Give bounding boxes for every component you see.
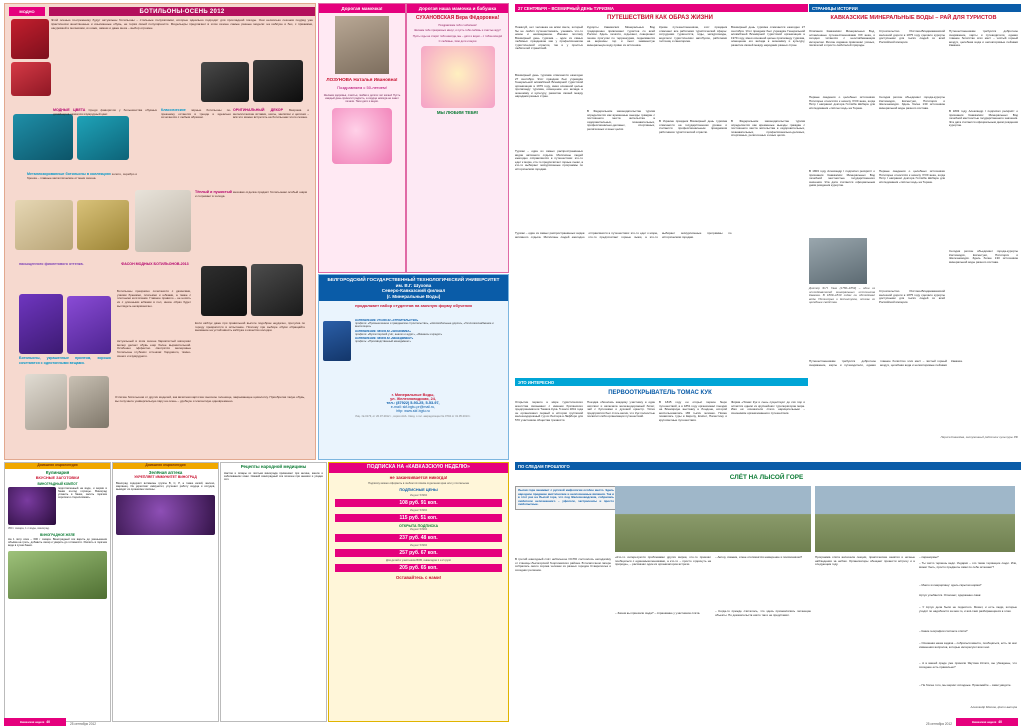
recipe-2-name: ВИНОГРАДНОЕ ЖЕЛЕ — [40, 532, 75, 537]
subscription-item-0-price: 108 руб. 91 коп. — [335, 499, 502, 507]
university-ad — [318, 274, 509, 460]
article-1-body-continued: Туризм – один из самых распространённых видов активного отдыха. Миллионы людей ежегодно отправляются в путешествия: кто-то едет к морю, кто-то предпочитает горные лыжи, а кто-то выбирает экскурсионные программы по историческим городам. — [515, 231, 732, 239]
article-4-col-5: Программа слёта включала лекции, практические занятия и ночные наблюдения за небом. Организаторы обещают провести встречу и в следующем году. — [815, 555, 915, 567]
folk-medicine-title: Рецепты народной медицины — [240, 464, 307, 469]
right-page — [511, 0, 1022, 728]
article-4-col-3: – Автор, скажем, и мне откликнётся намерение и поисковиком? — [715, 555, 803, 559]
boot-photo — [67, 296, 111, 354]
article-3-body-continued: Путешественникам требуется добротное снаряжение, карты и путеводители, однако главное богатство этих мест – чистый горный воздух, целебная вода и неповторимые пейзажи Кавказа. — [809, 359, 963, 367]
subscription-item-4-price: 205 руб. 65 коп. — [335, 564, 502, 572]
article-1-col-5: Кроме путешественников, этот праздник отмечают все работники туристической сферы: сотрудники турагентств, гиды, экскурсоводы, водители туристических автобусов, работники гостиниц и санаториев. — [659, 25, 727, 44]
article-1-title: ПУТЕШЕСТВИЯ КАК ОБРАЗ ЖИЗНИ — [607, 15, 713, 21]
article-4-col-2: – Зачем вы приехали сюда? – спрашиваю у участников слёта. — [615, 611, 701, 615]
article-1-col-0: Пожалуй, нет человека на всём свете, который бы не любил путешествовать, узнавать что-то новое и неизведанное. Именно поэтому Всемирный день туризма – один из самых любимых праздников как у профессионалов туристической отрасли, так и у простых любителей странствий. — [515, 25, 583, 51]
article-4-qa-8: – Не более того, мы верим: исходные. Приезжайте – сами увидите. — [919, 683, 1012, 687]
university-website[interactable]: http: www.skf-bgtu.ru — [396, 409, 430, 413]
fashion-section-0 — [53, 108, 157, 116]
subscription-list-title: ПОДПИСНЫЕ ЦЕНЫ — [399, 487, 438, 492]
greeting-ad-1-text: Желаем здоровья, счастья, любви и долгих лет жизни! Пусть каждый день приносит радость, а сердце никогда не знает печали. Твои дети и внуки. — [323, 93, 401, 104]
fashion-section-6 — [19, 262, 107, 267]
boot-photo — [201, 266, 247, 316]
greeting-ad-2-name: СУХАНОВСКАЯ Вера Фёдоровна! — [415, 15, 500, 21]
fashion-title: БОТИЛЬОНЫ-ОСЕНЬ 2012 — [49, 7, 315, 16]
university-licence: Лиц. № 0173, от 20.07.2012 г., серия ААА. Свид. о гос. аккредитации № 0704 от 31.05.2013 г. — [355, 415, 471, 418]
greeting-ad-2-line-1: Желаем тебе прекрасных минут, и пусть тебя любовь и счастье ждут! — [413, 29, 502, 33]
article-1-col-4: В Федеральном законодательстве туризм определяется как временные выезды граждан с постоянного места жительства в оздоровительных, познавательных, профессионально-деловых, спортивных, религиозных и иных целях. — [587, 109, 655, 131]
article-1-col-6: В Украине праздник Всемирный день туризма отмечается на государственном уровне и считается профессиональным праздником работников туристической отрасли. — [659, 119, 727, 134]
subscription-footer: Оставайтесь с нами! — [395, 575, 442, 581]
article-3-col-2: В 1803 году Александр I подписал рескрипт о признании Кавказских Минеральных Вод лечебной местностью государственного значения. Эта дата считается официальным днём рождения курортов. — [809, 169, 875, 188]
boot-photo — [13, 114, 73, 160]
boot-photo — [77, 200, 129, 250]
university-direction-1: профили: «Промышленное и гражданское строительство», «Автомобильные дороги», «Теплогазоснабжение и вентиляция» — [355, 322, 494, 329]
grapes-photo — [8, 487, 56, 525]
university-head-3: (г. Минеральные Воды) — [386, 293, 441, 299]
fashion-section-6-label: насыщенного фиолетового оттенка. — [19, 262, 84, 266]
fashion-section-2-label: ОРИГИНАЛЬНЫЙ ДЕКОР — [233, 108, 283, 112]
article-4-col-1: «Кто-то интересуется проблемами других миров, кто-то приехал пообщаться с единомышленниками, а кто-то – просто отдохнуть на природе», – рассказал один из организаторов встречи. — [615, 555, 711, 567]
fashion-section-0-label: МОДНЫЕ ЦВЕТА — [53, 108, 86, 112]
subscription-ad[interactable] — [328, 462, 509, 722]
fashion-section-5-label: ФАСОН МОДНЫХ БОТИЛЬОНОВ-2013 — [121, 262, 189, 266]
article-1-col-extra: Всемирный день туризма отмечается ежегодно 27 сентября. Этот праздник был учреждён Генеральной ассамблеей Всемирной туристской организации в 1979 году, имея основной целью пропаганду туризма, освещение его вклада в экономику и культуру, развитие связей между народами разных стран. — [731, 25, 805, 47]
greeting-ad-1 — [318, 3, 406, 273]
encyclopedia-subtitle: ВКУСНЫЕ ЗАГОТОВКИ — [35, 475, 80, 480]
university-email[interactable]: e-mail: skf-bgtu-pr@mail.ru, — [390, 405, 436, 409]
boot-photo — [69, 376, 109, 428]
article-3-col-5: Путешественникам требуется добротное снаряжение, карты и путеводители, однако главное богатство этих мест – чистый горный воздух, целебная вода и неповторимые пейзажи Кавказа. — [949, 29, 1018, 48]
pharmacy-text: Виноград содержит витамины группы B, C, P, а также калий, железо, марганец. Он укрепляет иммунитет, улучшает работу сердца и сосудов, выводит из организма токсины. — [116, 481, 215, 492]
university-lead: продолжает набор студентов на заочную форму обучения — [355, 303, 472, 308]
fashion-section-1-text: чёрные ботильоны по-прежнему остаются в тренде и идеально сочетаются с любым образом. — [161, 108, 231, 120]
greeting-ad-2-signature: МЫ ЛЮБИМ ТЕБЯ! — [436, 110, 479, 116]
article-4-title: СЛЁТ НА ЛЫСОЙ ГОРЕ — [729, 474, 804, 481]
article-4-col-4: – Когда-то прежде считалось, что здесь приземлялись летающие объекты. Но доказательств никто так и не представил. — [715, 609, 811, 617]
university-phone: тел.: (87922) 5-93-25, 5-53-97, — [386, 401, 440, 405]
fashion-section-7 — [19, 356, 111, 365]
fashion-section-4-text: меховая отделка придаёт ботильонам особый шарм и согревает в холода. — [195, 190, 307, 198]
subscription-item-0-index: Индекс 53984 — [409, 493, 428, 497]
left-page-date: 25 сентября 2012 — [70, 722, 97, 726]
fashion-section-4 — [195, 190, 307, 198]
article-3-caption: Доктор Ф.П. Гааз (1780–1853) – один из исследователей минеральных источников Кавказа. В 1809–1810 годах он обследовал воды Пятигорья и Ессентуков, описав их целебные свойства. — [809, 286, 875, 305]
greeting-ad-2-line-3: С любовью, твои дети и внуки — [438, 39, 477, 43]
university-direction-4: НАПРАВЛЕНИЕ: 080200.62 «МЕНЕДЖМЕНТ» — [355, 337, 414, 341]
recipe-0-name: ВИНОГРАДНЫЙ КОМПОТ — [37, 481, 78, 486]
article-2-col-2: В 1845 году он открыл первое бюро путешествий, а в 1851 году организовал поездки на Всемирную выставку в Лондоне, которой воспользовались 165 тысяч человек. Позже появились туры в Европу, Египет, Палестину и кругосветные путешествия. — [659, 400, 727, 422]
encyclopedia-tab: Домашняя энциклопедия — [5, 463, 110, 469]
encyclopedia-cooking — [4, 462, 111, 722]
article-2-title: ПЕРВООТКРЫВАТЕЛЬ ТОМАС КУК — [608, 390, 712, 396]
subscription-label-1: ОТКРЫТА ПОДПИСКА — [398, 524, 439, 529]
boot-photo — [15, 200, 73, 250]
fashion-section-3 — [27, 172, 137, 180]
folk-medicine-text: Настои и отвары из листьев винограда применяют при ангине, кашле и заболеваниях кожи. Свежий виноградный сок полезен при анемии и упадке сил. — [224, 472, 323, 482]
fashion-tab: МОДНО — [9, 7, 45, 16]
university-head-2: Северо-Кавказский филиал — [381, 288, 446, 293]
subscription-item-3-price: 257 руб. 67 коп. — [335, 549, 502, 557]
article-1-col-3: Курорты Кавказских Минеральных Вод традиционно привлекают туристов со всей России. Здесь лечатся, отдыхают, совершают пешие прогулки по терренкурам, поднимаются на вершины гор и пьют знаменитую минеральную воду прямо из источника. — [587, 25, 655, 47]
article-3-col-1: Первые сведения о целебных источниках Пятигорья относятся к началу XVIII века, когда Пётр I направил доктора Готлиба Шобера для исследования «тёплых вод» на Тереке. — [809, 95, 875, 110]
article-4-qa-4: – У Артуо дела были не поднятого. Может, и есть люди, которые уходят по надобности за кем-то, и всё-таки разбирающиеся в этом. — [919, 605, 1017, 613]
article-3-col-7: В 1803 году Александр I подписал рескрипт о признании Кавказских Минеральных Вод лечебной местностью государственного значения. Эта дата считается официальным днём рождения курортов. — [949, 109, 1019, 128]
historic-portrait-photo — [809, 238, 867, 284]
boot-photo — [11, 62, 51, 96]
greeting-ad-1-head: Дорогая мамочка! — [319, 4, 405, 13]
fashion-section-5 — [113, 262, 197, 267]
university-head-1: им. В.Г. Шухова — [395, 282, 432, 288]
article-1-col-2: Туризм – один из самых распространённых видов активного отдыха. Миллионы людей ежегодно отправляются в путешествия: кто-то едет к морю, кто-то предпочитает горные лыжи, а кто-то выбирает экскурсионные программы по историческим городам. — [515, 149, 583, 171]
article-3-col-3: Строительство Ростово-Владикавказской железной дороги в 1875 году сделало курорты доступными для тысяч людей со всей Российской империи. — [879, 29, 945, 44]
boot-photo — [251, 264, 303, 316]
article-4-qa-7: – А в вашей среде уже приняли Якутова Кстати, вы убеждены, что соседнее есть правильно? — [919, 661, 1017, 669]
recipe-2-text: На 1 литр сока – 600 г сахара. Виноградный сок варить до уменьшения объёма на треть, добавить сахар и уварить до готовности. Разлить в горячем виде в сухие банки. — [8, 537, 107, 548]
fashion-section-3-text: золото, серебро и бронза – главные металлические оттенки сезона. — [27, 172, 137, 180]
boot-photo — [253, 60, 303, 102]
boot-photo — [77, 116, 129, 160]
subscription-sub: не заканчивается никогда! — [389, 474, 448, 480]
article-4-qa-1: – Ты часто теряешь веди. Ундарки – это такие теряющие люди. Или, может быть, просто предметы сами по себе исчезают? — [919, 561, 1017, 569]
fashion-body-1: Актуальный в этом сезоне бархатистый материал велюр делает обувь ещё более выразительной. Особенно эффектно смотрятся велюровые ботильоны глубоких оттенков: бордового, тёмно-синего и изумрудного. — [117, 339, 191, 358]
fashion-section-2-text: Бахрома и металлические вставки, шипы, заклёпки и цепочки – всё это можно встретить на ботильонах этого сезона. — [233, 108, 309, 120]
university-direction-5: профиль: «Производственный менеджмент» — [355, 340, 411, 344]
fashion-section-2 — [233, 108, 309, 120]
university-emblem — [323, 321, 351, 361]
greeting-ad-2-line-2: Пусть годы не старят тебя никогда, мы – дети и внуки – с тобою всегда! — [412, 34, 503, 38]
article-3-col-0: Описания Кавказских Минеральных Вод, оставленные путешественниками XIX века, и сегодня читаются с неослабевающим интересом. Регион издавна привлекал учёных, писателей и просто любителей природы. — [809, 29, 875, 48]
article-1-col-extra-2: В Федеральном законодательстве туризм определяется как временные выезды граждан с постоянного места жительства в оздоровительных, познавательных, профессионально-деловых, спортивных, религиозных и иных целях. — [731, 119, 805, 138]
right-page-number — [956, 718, 1018, 726]
article-3-title: КАВКАЗСКИЕ МИНЕРАЛЬНЫЕ ВОДЫ – РАЙ ДЛЯ ТУРИСТОВ — [830, 15, 997, 21]
boot-photo — [25, 374, 67, 430]
greeting-ad-1-subtitle: Поздравляем с 50-летием! — [337, 84, 387, 90]
article-2-col-1: Поездка обошлась каждому участнику в один шиллинг и включала железнодорожный билет, чай с булочками и духовой оркестр. Успех предприятия был столь велик, что Кук полностью посвятил себя организации путешествий. — [587, 400, 655, 419]
article-3-col-9: Сегодня регион объединяет города-курорты Кисловодск, Ессентуки, Пятигорск и Железноводск. Здесь более 130 источников минеральной воды разного состава. — [949, 249, 1018, 264]
university-direction-3: профили: «Бухгалтерский учёт, анализ и аудит», «Финансы и кредит» — [355, 332, 443, 336]
university-address-0: г. Минеральные Воды, — [391, 393, 435, 397]
subscription-item-2-index: Индекс 53984 — [409, 528, 428, 532]
university-address-1: ул. Железноводская, 24, — [390, 397, 436, 401]
subscription-item-1-price: 115 руб. 51 коп. — [335, 514, 502, 522]
fashion-section-7-label: Ботильоны, украшенные принтом, хорошо сочетаются с однотонными вещами. — [19, 356, 111, 365]
article-1-col-1: Всемирный день туризма отмечается ежегодно 27 сентября. Этот праздник был учреждён Генеральной ассамблеей Всемирной туристской организации в 1979 году, имея основной целью пропаганду туризма, освещение его вклада в экономику и культуру, развитие связей между народами разных стран. — [515, 73, 583, 99]
right-page-date: 25 сентября 2012 — [925, 722, 952, 726]
left-page-number — [4, 718, 66, 726]
subscription-item-3-index: Индекс 53984 — [409, 543, 428, 547]
article-3-col-8: Строительство Ростово-Владикавказской железной дороги в 1875 году сделало курорты доступными для тысяч людей со всей Российской империи. — [879, 289, 945, 304]
fashion-body-3: Отличие ботильонов от других моделей, как визитная карточка: высокое голенище, закрывающее щиколотку. Приобретая такую обувь, вы получаете универсальную пару на осень – удобную и элегантную одновременно. — [115, 395, 305, 403]
encyclopedia-pharmacy — [112, 462, 219, 722]
fashion-section-3-label: Металлизированные ботильоны в коллекциях — [27, 172, 111, 176]
article-3-signature: Лариса Ковалёва, заслуженный работник культуры РФ — [940, 435, 1018, 439]
recipe-0-text: подготовленный на воде, и вермя в банки из-под горчицы. Виноград уложить в банки, залить горячим сиропом и стерилизовать. — [58, 486, 107, 500]
recipe-1-text: 350 г сахара, 1 л воды, виноград. — [8, 526, 50, 530]
subscription-item-2-price: 237 руб. 48 коп. — [335, 534, 502, 542]
article-4-qa-0: – паранормы? — [919, 555, 939, 559]
article-4-signature: Александр Мягков, фото автора — [970, 705, 1017, 709]
fashion-section-1-label: Классические — [161, 108, 186, 112]
fashion-body-2: Если каблук даже при правильной высоте подобран неудачно, прогулка по городу превратится в испытание. Поэтому при выборе обуви обращайте внимание на устойчивость каблука и качество колодки. — [195, 321, 305, 333]
grapes-photo — [116, 495, 215, 535]
greeting-ad-2 — [406, 3, 509, 273]
article-4-qa-5: – Какие географии считаете слёта? — [919, 629, 968, 633]
section-header-tourism: 27 СЕНТЯБРЯ – ВСЕМИРНЫЙ ДЕНЬ ТУРИЗМА — [515, 4, 808, 12]
gathering-photo-2 — [815, 486, 1015, 552]
article-4-lead: Лысая гора занимает с русской мифологии особое место. Здесь народное предание мистические и неопознанные явления. Так и в этот раз на Лысой горе, что под Железноводском, собрались любители непознанного – уфологи, экстрасенсы и просто любопытные. — [518, 488, 614, 507]
fashion-article — [4, 3, 316, 460]
pharmacy-subtitle: УКРЕПЛЯЕТ ИММУНИТЕТ ВИНОГРАД — [134, 474, 197, 479]
encyclopedia-tab: Домашняя энциклопедия — [113, 463, 218, 469]
boot-photo — [201, 62, 249, 102]
article-4-qa-3: Артуо улыбается. Отвечает, сдержанно сжав: — [919, 593, 982, 597]
flowers-decoration — [332, 108, 392, 164]
article-4-qa-6: – Основная наша задача – собраться вместе, пообщаться, есть ли шаг изменения вопросов, которые интересуют всех нас. — [919, 641, 1017, 649]
university-head-0: БЕЛГОРОДСКИЙ ГОСУДАРСТВЕННЫЙ ТЕХНОЛОГИЧЕСКИЙ УНИВЕРСИТЕТ — [327, 277, 500, 282]
article-3-col-4: Сегодня регион объединяет города-курорты Кисловодск, Ессентуки, Пятигорск и Железноводск. Здесь более 130 источников минеральной воды разного состава. — [879, 95, 945, 110]
university-direction-2: НАПРАВЛЕНИЕ: 080100.62 «ЭКОНОМИКА» — [355, 329, 411, 333]
right-page-number-value: 40 — [998, 720, 1003, 724]
university-name — [319, 275, 508, 301]
subscription-head: ПОДПИСКА НА «КАВКАЗСКУЮ НЕДЕЛЮ» — [329, 463, 508, 473]
subscription-item-1-index: Индекс 53984 — [409, 509, 428, 513]
fashion-section-1 — [161, 108, 231, 120]
section-header-interesting: ЭТО ИНТЕРЕСНО — [515, 378, 808, 386]
encyclopedia-title: Зелёная аптека — [148, 469, 183, 475]
greeting-ad-1-photo — [335, 16, 389, 74]
university-direction-0: НАПРАВЛЕНИЕ: 270.800.62 «СТРОИТЕЛЬСТВО» — [355, 319, 419, 322]
jar-photo — [8, 551, 107, 599]
fashion-lead: Этой осенью по-прежнему будут актуальны ботильоны – стильные полусапожки, которые идеально подходят для прохладной погоды. Они несколько сезонов подряд уже практически женственные и изысканные обувь, не теряя своей популярности. Модельеры предлагают в этом сезоне самые разные модели: на каблуке и без, с пряжками, шнуровкой и молниями, из кожи, замши и даже меха – выбор огромен. — [51, 18, 313, 30]
subscription-label-3: Для детей и участников ВОВ, инвалидов 1 и 2 групп — [385, 558, 452, 562]
subscription-note: Подписку можно оформить в любом почтовом отделении края или у почтальона — [368, 481, 469, 485]
section-header-past: ПО СЛЕДАМ ПРОШЛОГО — [515, 462, 1021, 470]
article-3-col-6: Первые сведения о целебных источниках Пятигорья относятся к началу XVIII века, когда Пётр I направил доктора Готлиба Шобера для исследования «тёплых вод» на Тереке. — [879, 169, 945, 184]
fashion-body-0: Ботильоны прекрасно сочетаются с джинсами, узкими брюками, платьями и юбками, а также с плотными колготками. Главное правило – не носить их с длинными юбками в пол, иначе образ будет выглядеть негармонично. — [117, 289, 191, 308]
masthead-label-right: Кавказская неделя — [971, 720, 997, 724]
boot-photo — [19, 294, 63, 354]
greeting-ad-1-name: ЛОЗУНОВА Наталья Ивановна! — [326, 77, 398, 82]
article-4-col-0: В третий ежегодный слёт небольшое ОСНО состоялось неподалёку от станицы Лысогорской Георгиевского района. В палаточном лагере собрались около сорока человек из разных городов Ставрополья и соседних регионов. — [515, 557, 611, 572]
left-page-number-value: 40 — [46, 720, 51, 724]
encyclopedia-title: Кулинария — [45, 469, 70, 475]
gathering-photo-1 — [615, 486, 811, 552]
encyclopedia-folk-medicine — [220, 462, 327, 722]
greeting-ad-2-line-0: Поздравляем тебя с юбилеем! — [438, 24, 477, 28]
section-header-history: СТРАНИЦЫ ИСТОРИИ — [809, 4, 1021, 12]
masthead-label: Кавказская неделя — [19, 720, 45, 724]
greeting-ad-2-head: Дорогая наша мамочка и бабушка — [407, 4, 508, 13]
article-2-col-3: Фирма «Томас Кук и сын» существует до сих пор и остаётся одним из крупнейших туроператоров мира. Имя её основателя стало нарицательным – синонимом организованного путешествия. — [731, 400, 805, 415]
fashion-section-4-label: Тёплый и пушистый — [195, 190, 232, 194]
boot-photo — [11, 19, 49, 59]
article-4-qa-2: – Много из марципану: здесь скрытая норма? — [919, 583, 982, 587]
flowers-decoration — [421, 46, 495, 108]
fashion-section-0-text: Среди фаворитов у большинства обувных дизайнеров оказался изумрудный цвет. — [53, 108, 158, 116]
boot-photo — [135, 190, 191, 252]
article-2-col-0: Открытие первого в мире туристического агентства связывают с именем британского предпринимателя Томаса Кука. 5 июля 1841 года он организовал первый в истории групповой железнодорожный тур из Лестера в Лафборо для 570 участников общества трезвости. — [515, 400, 583, 422]
